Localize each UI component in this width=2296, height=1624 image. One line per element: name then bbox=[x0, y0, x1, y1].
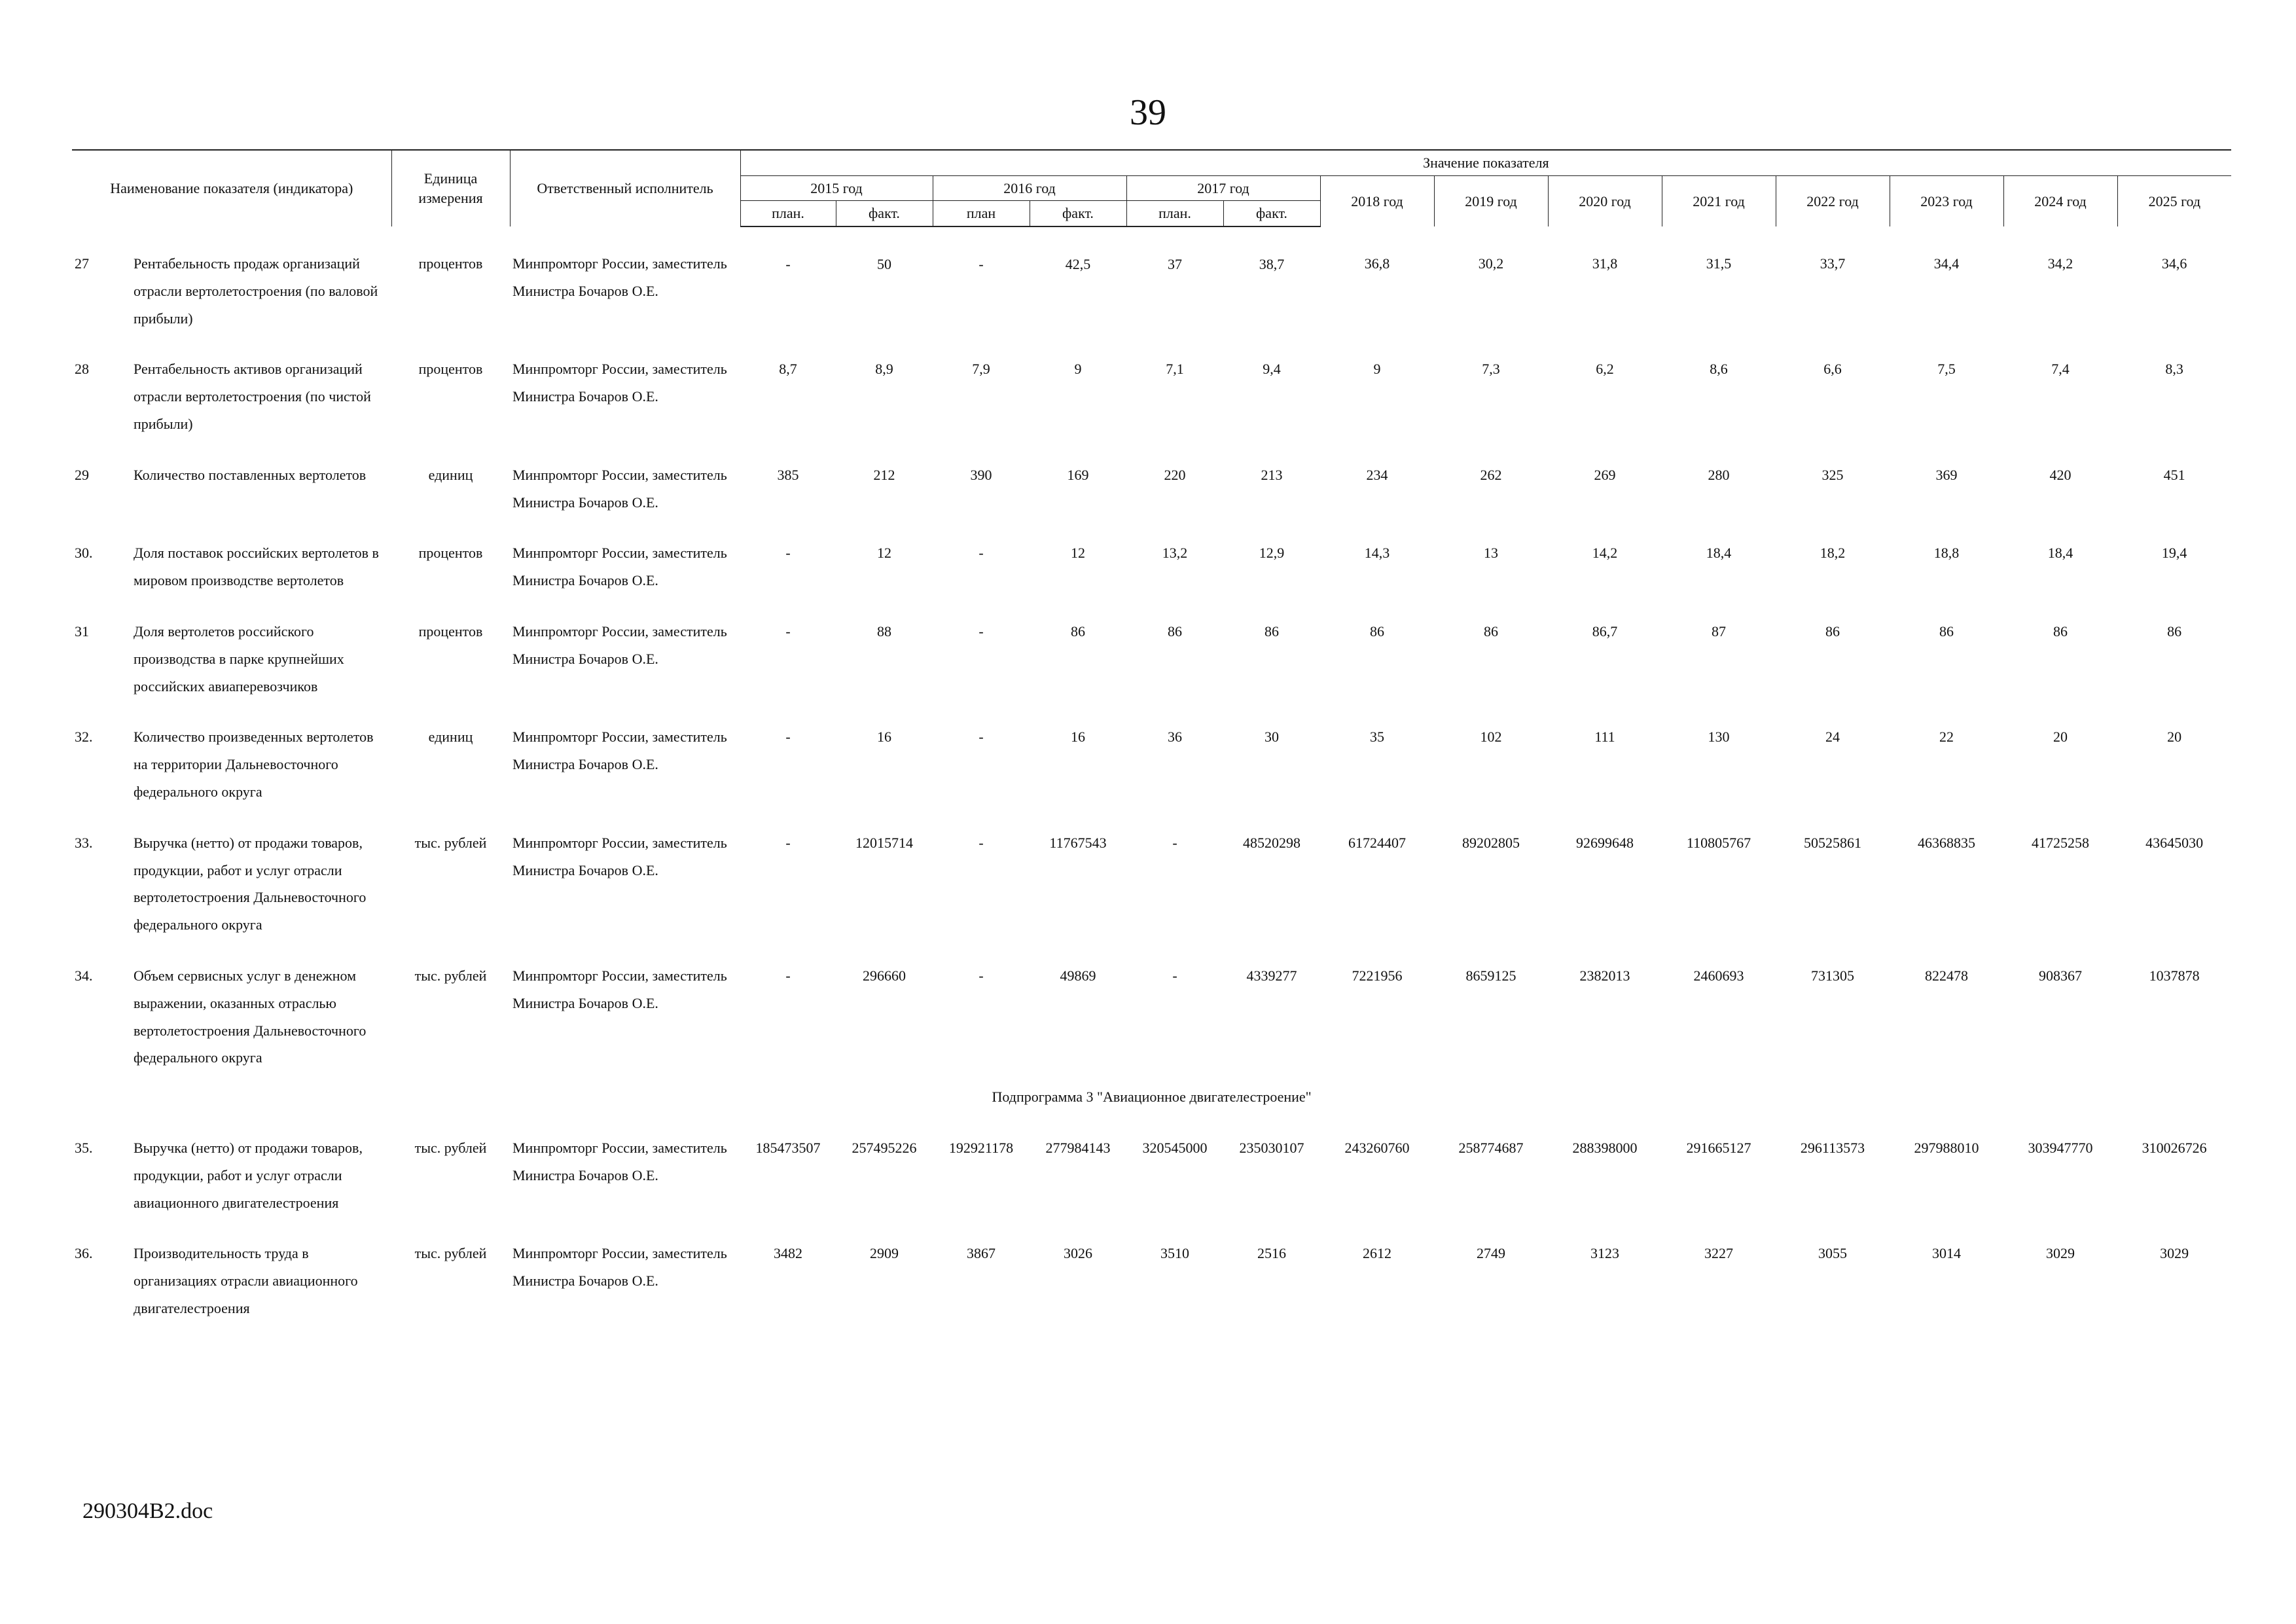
unit-cell: процентов bbox=[418, 623, 483, 640]
value-cell: 33,7 bbox=[1820, 255, 1846, 272]
value-cell: 169 bbox=[1067, 466, 1089, 483]
row-number: 28 bbox=[75, 361, 89, 378]
value-cell: 22 bbox=[1939, 729, 1954, 746]
row-number: 27 bbox=[75, 255, 89, 272]
value-cell: 320545000 bbox=[1142, 1139, 1208, 1156]
value-cell: 111 bbox=[1594, 729, 1615, 746]
header-sub-plan: план. bbox=[740, 201, 836, 226]
value-cell: 14,3 bbox=[1364, 545, 1390, 562]
value-cell: - bbox=[978, 967, 984, 984]
indicator-name: Выручка (нетто) от продажи товаров, продукции, работ и услуг отрасли авиационного двигателестроения bbox=[134, 1139, 363, 1211]
value-cell: - bbox=[785, 967, 791, 984]
value-cell: 18,8 bbox=[1933, 545, 1960, 562]
unit-cell: тыс. рублей bbox=[414, 967, 487, 984]
header-year-2022: 2022 год bbox=[1776, 175, 1890, 226]
value-cell: 269 bbox=[1594, 466, 1616, 483]
value-cell: 3123 bbox=[1590, 1245, 1619, 1262]
value-cell: 86 bbox=[2053, 623, 2068, 640]
value-cell: - bbox=[785, 256, 791, 273]
value-cell: 37 bbox=[1168, 256, 1182, 273]
table-row bbox=[72, 516, 2231, 594]
value-cell: 34,6 bbox=[2161, 255, 2187, 272]
value-cell: 6,2 bbox=[1596, 361, 1614, 378]
value-cell: 369 bbox=[1935, 466, 1958, 483]
table-row bbox=[72, 1111, 2231, 1216]
value-cell: 9 bbox=[1373, 361, 1381, 378]
value-cell: 86 bbox=[1484, 623, 1498, 640]
value-cell: 4339277 bbox=[1246, 967, 1297, 984]
value-cell: 16 bbox=[877, 729, 891, 746]
row-number: 32. bbox=[75, 729, 93, 746]
value-cell: 18,4 bbox=[1706, 545, 1732, 562]
value-cell: 451 bbox=[2163, 466, 2185, 483]
value-cell: 8,9 bbox=[875, 361, 893, 378]
value-cell: 262 bbox=[1480, 466, 1502, 483]
value-cell: 258774687 bbox=[1458, 1139, 1524, 1156]
value-cell: 288398000 bbox=[1572, 1139, 1638, 1156]
value-cell: 61724407 bbox=[1348, 834, 1406, 851]
value-cell: 420 bbox=[2049, 466, 2072, 483]
value-cell: 234 bbox=[1366, 466, 1388, 483]
header-year-2018: 2018 год bbox=[1320, 175, 1434, 226]
value-cell: 11767543 bbox=[1049, 834, 1107, 851]
value-cell: 8659125 bbox=[1465, 967, 1516, 984]
header-executor: Ответственный исполнитель bbox=[510, 150, 740, 226]
value-cell: 12 bbox=[1071, 545, 1085, 562]
executor-cell: Минпромторг России, заместитель Министра Бочаров О.Е. bbox=[512, 834, 727, 878]
indicator-name: Рентабельность продаж организаций отрасли вертолетостроения (по валовой прибыли) bbox=[134, 255, 378, 327]
value-cell: 18,4 bbox=[2047, 545, 2073, 562]
row-number: 31 bbox=[75, 623, 89, 640]
value-cell: 36,8 bbox=[1364, 255, 1390, 272]
executor-cell: Минпромторг России, заместитель Министра Бочаров О.Е. bbox=[512, 255, 727, 299]
value-cell: 14,2 bbox=[1592, 545, 1618, 562]
header-sub-plan: план bbox=[933, 201, 1030, 226]
value-cell: 13 bbox=[1484, 545, 1498, 562]
value-cell: 31,8 bbox=[1592, 255, 1618, 272]
unit-cell: тыс. рублей bbox=[414, 834, 487, 851]
value-cell: 243260760 bbox=[1344, 1139, 1410, 1156]
row-number: 29 bbox=[75, 466, 89, 483]
value-cell: 35 bbox=[1370, 729, 1384, 746]
table-row bbox=[72, 806, 2231, 939]
value-cell: 822478 bbox=[1925, 967, 1968, 984]
value-cell: 34,4 bbox=[1933, 255, 1960, 272]
value-cell: - bbox=[978, 256, 984, 273]
value-cell: 303947770 bbox=[2028, 1139, 2093, 1156]
value-cell: 8,6 bbox=[1710, 361, 1728, 378]
value-cell: 6,6 bbox=[1823, 361, 1842, 378]
value-cell: 49869 bbox=[1060, 967, 1096, 984]
row-number: 34. bbox=[75, 967, 93, 984]
header-year-2020: 2020 год bbox=[1548, 175, 1662, 226]
table-row bbox=[72, 1216, 2231, 1322]
value-cell: 30,2 bbox=[1478, 255, 1504, 272]
header-year-2025: 2025 год bbox=[2117, 175, 2231, 226]
value-cell: 212 bbox=[873, 466, 895, 483]
value-cell: 16 bbox=[1071, 729, 1085, 746]
value-cell: 130 bbox=[1708, 729, 1730, 746]
executor-cell: Минпромторг России, заместитель Министра Бочаров О.Е. bbox=[512, 361, 727, 405]
value-cell: 48520298 bbox=[1243, 834, 1300, 851]
page-number: 39 bbox=[1130, 92, 1166, 133]
value-cell: 12,9 bbox=[1259, 545, 1285, 562]
value-cell: 2749 bbox=[1477, 1245, 1505, 1262]
value-cell: - bbox=[978, 729, 984, 746]
value-cell: 19,4 bbox=[2161, 545, 2187, 562]
value-cell: 30 bbox=[1265, 729, 1279, 746]
value-cell: 257495226 bbox=[852, 1139, 917, 1156]
value-cell: 12 bbox=[877, 545, 891, 562]
header-values-group: Значение показателя bbox=[740, 150, 2231, 175]
row-number: 33. bbox=[75, 834, 93, 851]
value-cell: 86,7 bbox=[1592, 623, 1618, 640]
value-cell: 38,7 bbox=[1259, 256, 1285, 273]
value-cell: 2516 bbox=[1257, 1245, 1286, 1262]
value-cell: 88 bbox=[877, 623, 891, 640]
value-cell: - bbox=[785, 834, 791, 851]
indicator-name: Объем сервисных услуг в денежном выражении, оказанных отраслью вертолетостроения Дальневосточного федерального округа bbox=[134, 967, 367, 1066]
value-cell: 325 bbox=[1821, 466, 1844, 483]
value-cell: 8,7 bbox=[779, 361, 797, 378]
row-number: 30. bbox=[75, 545, 93, 562]
value-cell: 2460693 bbox=[1693, 967, 1744, 984]
header-sub-fact: факт. bbox=[836, 201, 933, 226]
value-cell: 86 bbox=[1071, 623, 1085, 640]
header-unit: Единица измерения bbox=[391, 150, 510, 226]
value-cell: 390 bbox=[970, 466, 992, 483]
header-year-2023: 2023 год bbox=[1890, 175, 2003, 226]
value-cell: 50 bbox=[877, 256, 891, 273]
value-cell: 92699648 bbox=[1576, 834, 1634, 851]
executor-cell: Минпромторг России, заместитель Министра Бочаров О.Е. bbox=[512, 623, 727, 667]
value-cell: 86 bbox=[1825, 623, 1840, 640]
value-cell: 3029 bbox=[2046, 1245, 2075, 1262]
value-cell: 24 bbox=[1825, 729, 1840, 746]
value-cell: - bbox=[978, 623, 984, 640]
value-cell: 89202805 bbox=[1462, 834, 1520, 851]
executor-cell: Минпромторг России, заместитель Министра Бочаров О.Е. bbox=[512, 545, 727, 589]
value-cell: 86 bbox=[1370, 623, 1384, 640]
value-cell: 1037878 bbox=[2149, 967, 2200, 984]
table-row bbox=[72, 226, 2231, 332]
value-cell: - bbox=[785, 729, 791, 746]
value-cell: 3026 bbox=[1064, 1245, 1092, 1262]
header-year-2015: 2015 год bbox=[740, 175, 933, 201]
value-cell: 7,4 bbox=[2051, 361, 2070, 378]
header-sub-fact: факт. bbox=[1030, 201, 1126, 226]
value-cell: - bbox=[1172, 967, 1177, 984]
value-cell: 7,1 bbox=[1166, 361, 1184, 378]
value-cell: 110805767 bbox=[1686, 834, 1751, 851]
value-cell: 3482 bbox=[774, 1245, 802, 1262]
unit-cell: единиц bbox=[428, 729, 473, 746]
unit-cell: процентов bbox=[418, 545, 483, 562]
header-sub-fact: факт. bbox=[1223, 201, 1320, 226]
header-sub-plan: план. bbox=[1126, 201, 1223, 226]
value-cell: 731305 bbox=[1811, 967, 1854, 984]
indicator-name: Производительность труда в организациях отрасли авиационного двигателестроения bbox=[134, 1245, 358, 1316]
executor-cell: Минпромторг России, заместитель Министра Бочаров О.Е. bbox=[512, 967, 727, 1011]
unit-cell: тыс. рублей bbox=[414, 1245, 487, 1262]
indicator-name: Количество поставленных вертолетов bbox=[134, 466, 367, 483]
footer-filename: 290304B2.doc bbox=[82, 1499, 213, 1523]
value-cell: 297988010 bbox=[1914, 1139, 1979, 1156]
value-cell: 86 bbox=[1939, 623, 1954, 640]
indicator-name: Рентабельность активов организаций отрасли вертолетостроения (по чистой прибыли) bbox=[134, 361, 371, 433]
table-row bbox=[72, 438, 2231, 516]
executor-cell: Минпромторг России, заместитель Министра Бочаров О.Е. bbox=[512, 466, 727, 511]
value-cell: 291665127 bbox=[1686, 1139, 1751, 1156]
value-cell: 2382013 bbox=[1579, 967, 1630, 984]
value-cell: 8,3 bbox=[2165, 361, 2183, 378]
unit-cell: тыс. рублей bbox=[414, 1139, 487, 1156]
value-cell: 296113573 bbox=[1800, 1139, 1865, 1156]
executor-cell: Минпромторг России, заместитель Министра Бочаров О.Е. bbox=[512, 1245, 727, 1290]
executor-cell: Минпромторг России, заместитель Министра Бочаров О.Е. bbox=[512, 729, 727, 773]
value-cell: 2612 bbox=[1363, 1245, 1391, 1262]
value-cell: 20 bbox=[2053, 729, 2068, 746]
value-cell: 12015714 bbox=[855, 834, 913, 851]
value-cell: - bbox=[785, 545, 791, 562]
subprogram-title: Подпрограмма 3 "Авиационное двигателестроение" bbox=[992, 1089, 1312, 1106]
value-cell: 908367 bbox=[2039, 967, 2082, 984]
value-cell: 2909 bbox=[870, 1245, 899, 1262]
value-cell: 235030107 bbox=[1239, 1139, 1304, 1156]
table-row bbox=[72, 332, 2231, 437]
value-cell: 296660 bbox=[863, 967, 906, 984]
table-row bbox=[72, 939, 2231, 1072]
header-indicator-name: Наименование показателя (индикатора) bbox=[72, 150, 391, 226]
indicator-name: Доля вертолетов российского производства в парке крупнейших российских авиаперевозчиков bbox=[134, 623, 344, 695]
header-year-2024: 2024 год bbox=[2003, 175, 2117, 226]
value-cell: 3227 bbox=[1704, 1245, 1733, 1262]
header-year-2016: 2016 год bbox=[933, 175, 1126, 201]
value-cell: 213 bbox=[1261, 466, 1283, 483]
header-year-2019: 2019 год bbox=[1434, 175, 1548, 226]
value-cell: 3055 bbox=[1818, 1245, 1847, 1262]
value-cell: 9 bbox=[1074, 361, 1082, 378]
value-cell: 42,5 bbox=[1065, 256, 1091, 273]
value-cell: - bbox=[1172, 834, 1177, 851]
value-cell: 36 bbox=[1168, 729, 1182, 746]
value-cell: 86 bbox=[2167, 623, 2182, 640]
value-cell: 86 bbox=[1265, 623, 1279, 640]
value-cell: 87 bbox=[1712, 623, 1726, 640]
header-year-2021: 2021 год bbox=[1662, 175, 1776, 226]
value-cell: 7,3 bbox=[1482, 361, 1500, 378]
value-cell: 3510 bbox=[1160, 1245, 1189, 1262]
value-cell: 185473507 bbox=[755, 1139, 821, 1156]
table-body bbox=[72, 226, 2231, 1322]
executor-cell: Минпромторг России, заместитель Министра Бочаров О.Е. bbox=[512, 1139, 727, 1183]
value-cell: - bbox=[978, 834, 984, 851]
value-cell: - bbox=[978, 545, 984, 562]
value-cell: 86 bbox=[1168, 623, 1182, 640]
value-cell: 13,2 bbox=[1162, 545, 1188, 562]
value-cell: 20 bbox=[2167, 729, 2182, 746]
table-row bbox=[72, 594, 2231, 700]
value-cell: 280 bbox=[1708, 466, 1730, 483]
value-cell: 31,5 bbox=[1706, 255, 1732, 272]
value-cell: 310026726 bbox=[2142, 1139, 2207, 1156]
value-cell: 9,4 bbox=[1263, 361, 1281, 378]
unit-cell: процентов bbox=[418, 255, 483, 272]
row-number: 36. bbox=[75, 1245, 93, 1262]
value-cell: 7221956 bbox=[1352, 967, 1403, 984]
value-cell: 7,5 bbox=[1937, 361, 1956, 378]
indicator-name: Выручка (нетто) от продажи товаров, продукции, работ и услуг отрасли вертолетостроения Дальневосточного федерального округа bbox=[134, 834, 367, 933]
indicator-name: Доля поставок российских вертолетов в мировом производстве вертолетов bbox=[134, 545, 379, 589]
value-cell: 18,2 bbox=[1820, 545, 1846, 562]
value-cell: 277984143 bbox=[1045, 1139, 1111, 1156]
value-cell: 3029 bbox=[2160, 1245, 2189, 1262]
unit-cell: единиц bbox=[428, 466, 473, 483]
table-row bbox=[72, 700, 2231, 805]
value-cell: 43645030 bbox=[2145, 834, 2204, 851]
header-year-2017: 2017 год bbox=[1126, 175, 1320, 201]
value-cell: 46368835 bbox=[1918, 834, 1975, 851]
value-cell: 385 bbox=[777, 466, 799, 483]
value-cell: 41725258 bbox=[2032, 834, 2089, 851]
value-cell: 3867 bbox=[967, 1245, 996, 1262]
value-cell: 3014 bbox=[1932, 1245, 1961, 1262]
unit-cell: процентов bbox=[418, 361, 483, 378]
value-cell: 102 bbox=[1480, 729, 1502, 746]
value-cell: 192921178 bbox=[948, 1139, 1014, 1156]
value-cell: 220 bbox=[1164, 466, 1186, 483]
value-cell: 34,2 bbox=[2047, 255, 2073, 272]
value-cell: 50525861 bbox=[1804, 834, 1861, 851]
indicator-table bbox=[72, 149, 2231, 1322]
row-number: 35. bbox=[75, 1139, 93, 1156]
subprogram-row bbox=[72, 1072, 2231, 1111]
table-header bbox=[72, 150, 2231, 226]
value-cell: - bbox=[785, 623, 791, 640]
value-cell: 7,9 bbox=[972, 361, 990, 378]
indicator-name: Количество произведенных вертолетов на территории Дальневосточного федерального округа bbox=[134, 729, 374, 801]
